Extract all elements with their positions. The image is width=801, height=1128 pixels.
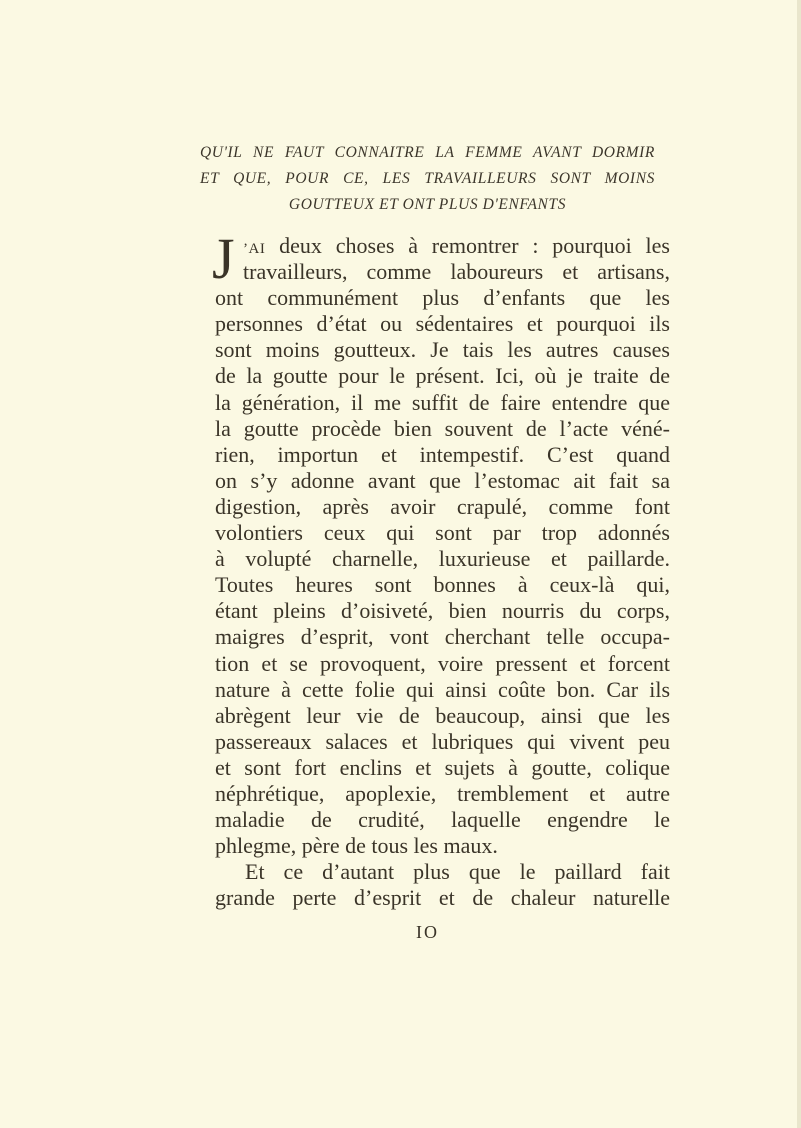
page-number: IO (416, 922, 439, 942)
text-line: maladie de crudité, laquelle engendre le (215, 807, 670, 833)
text-line: étant pleins d’oisiveté, bien nourris du corps, (215, 598, 670, 624)
text-line: maigres d’esprit, vont cherchant telle occupa- (215, 624, 670, 650)
text-line: et sont fort enclins et sujets à goutte, colique (215, 754, 670, 780)
text-line: digestion, après avoir crapulé, comme font (215, 493, 670, 519)
text-line: nature à cette folie qui ainsi coûte bon. Car ils (215, 676, 670, 702)
text-line: abrègent leur vie de beaucoup, ainsi que les (215, 702, 670, 728)
text-line: de la goutte pour le présent. Ici, où je traite de (215, 363, 670, 389)
text-line (215, 233, 670, 259)
text-line: Et ce d’autant plus que le paillard fait (245, 859, 670, 885)
text-line-rest: deux choses à remontrer : pourquoi les (265, 233, 670, 258)
text-line: grande perte d’esprit et de chaleur naturelle (215, 885, 670, 911)
text-line: rien, importun et intempestif. C’est quand (215, 441, 670, 467)
text-line: la goutte procède bien souvent de l’acte véné- (215, 415, 670, 441)
heading-line: QU'IL NE FAUT CONNAITRE LA FEMME AVANT DORMIR (200, 144, 655, 161)
chapter-heading (200, 140, 655, 218)
small-caps-opening: ’AI (243, 241, 266, 257)
heading-line: GOUTTEUX ET ONT PLUS D'ENFANTS (288, 196, 567, 213)
text-line: la génération, il me suffit de faire entendre que (215, 389, 670, 415)
page-edge (797, 0, 801, 1128)
text-line: tion et se provoquent, voire pressent et forcent (215, 650, 670, 676)
drop-cap: J (212, 226, 235, 291)
text-line: passereaux salaces et lubriques qui vivent peu (215, 728, 670, 754)
text-line: ont communément plus d’enfants que les (215, 285, 670, 311)
text-line: on s’y adonne avant que l’estomac ait fait sa (215, 467, 670, 493)
text-line: phlegme, père de tous les maux. (215, 833, 498, 859)
text-line: sont moins goutteux. Je tais les autres causes (215, 337, 670, 363)
heading-line: ET QUE, POUR CE, LES TRAVAILLEURS SONT MOINS (200, 170, 655, 187)
text-line: volontiers ceux qui sont par trop adonnés (215, 520, 670, 546)
text-line: néphrétique, apoplexie, tremblement et autre (215, 780, 670, 806)
text-line: à volupté charnelle, luxurieuse et paillarde. (215, 546, 670, 572)
text-line: Toutes heures sont bonnes à ceux-là qui, (215, 572, 670, 598)
text-line: personnes d’état ou sédentaires et pourquoi ils (215, 311, 670, 337)
body-text (215, 233, 670, 911)
text-line: travailleurs, comme laboureurs et artisans, (243, 259, 670, 285)
